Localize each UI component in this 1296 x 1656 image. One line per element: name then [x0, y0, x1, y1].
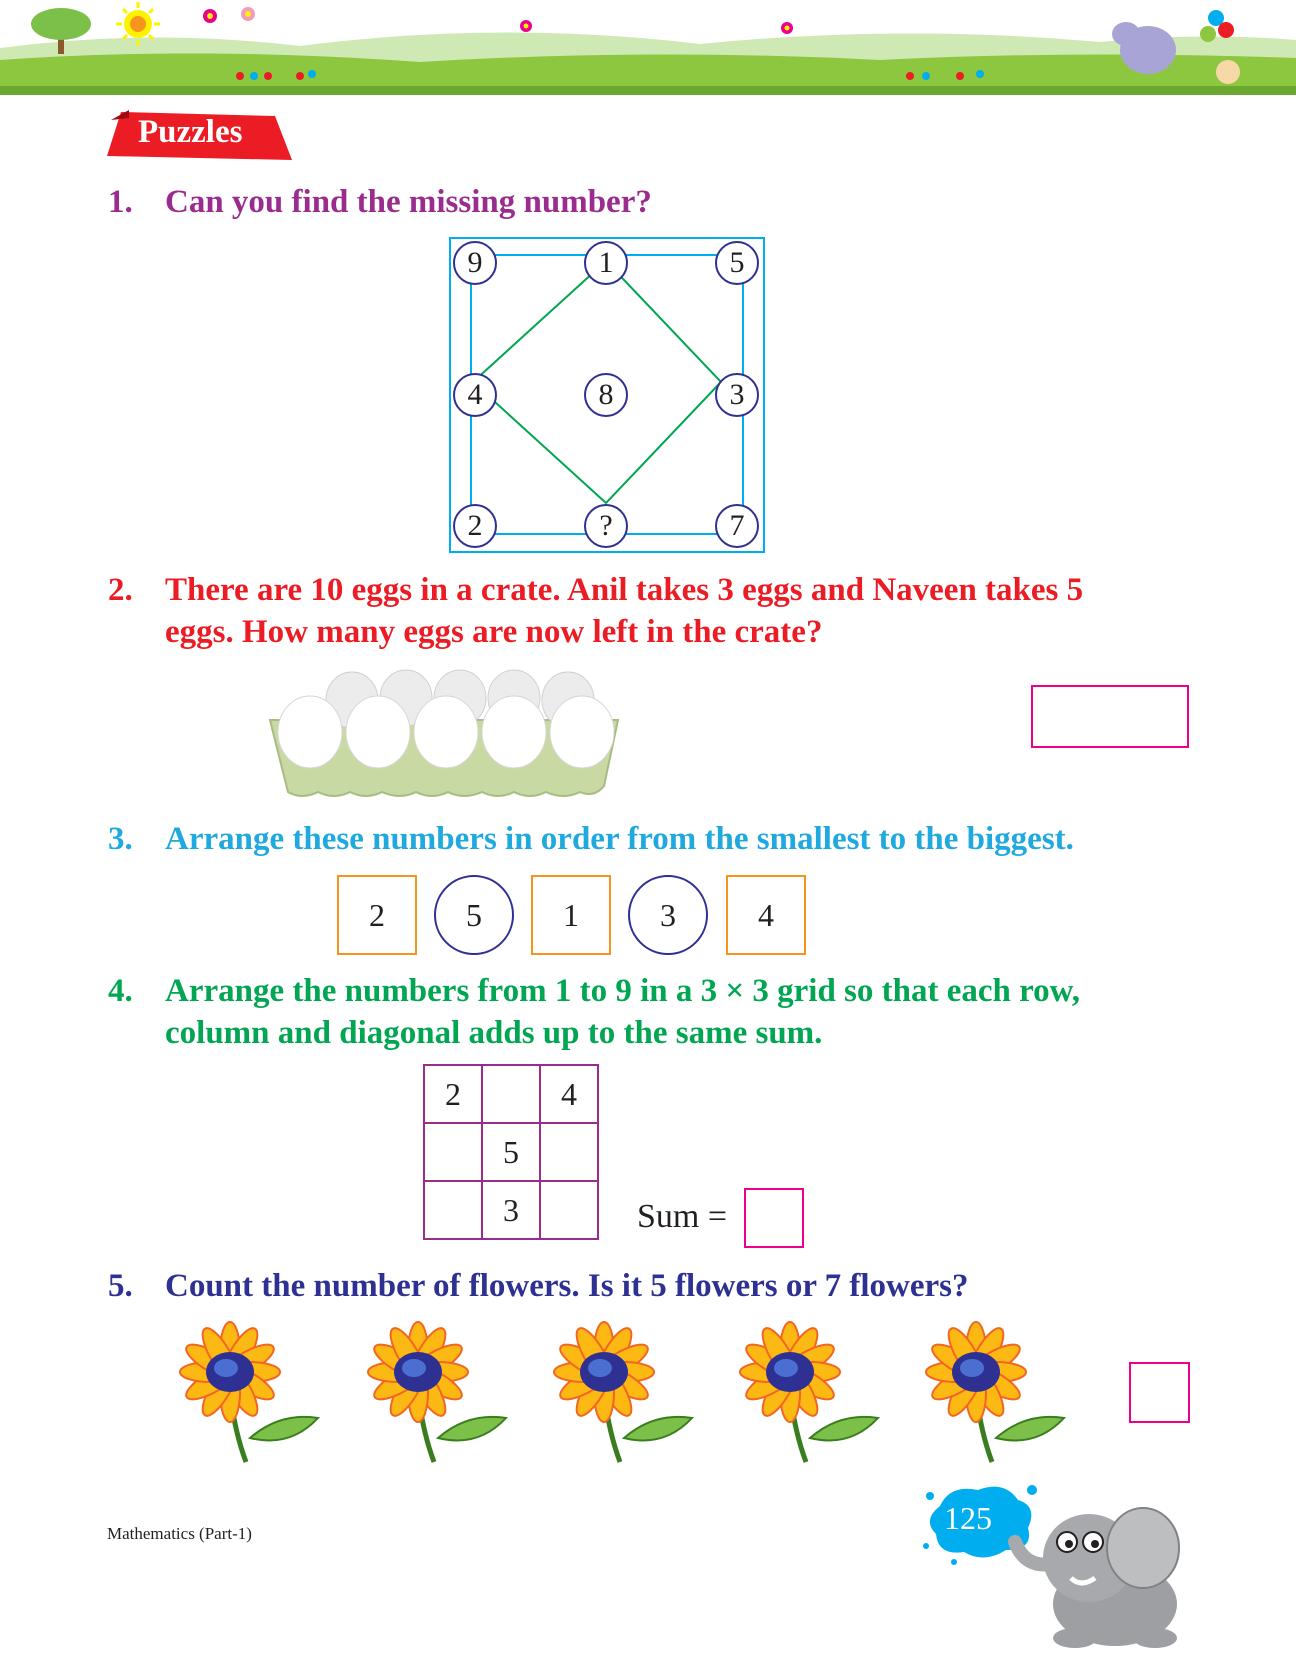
grid-cell: 2 [424, 1065, 482, 1123]
circle-missing-number[interactable]: ? [584, 504, 628, 548]
circle-top-left: 9 [453, 241, 497, 285]
question-number: 1. [108, 184, 133, 220]
flower-icon [740, 1322, 878, 1462]
flower-icon [554, 1322, 692, 1462]
circle-bottom-left: 2 [453, 504, 497, 548]
question-text-line2: eggs. How many eggs are now left in the crate? [165, 614, 823, 650]
question-text: Can you find the missing number? [165, 184, 652, 220]
question-4 [108, 970, 1198, 1054]
grid-cell-empty[interactable] [424, 1181, 482, 1239]
answer-box-flowers[interactable] [1129, 1362, 1190, 1423]
egg-crate-image [264, 668, 624, 800]
circle-top-right: 5 [715, 241, 759, 285]
flower-icon [368, 1322, 506, 1462]
question-3 [108, 818, 1074, 860]
circle-center: 8 [584, 373, 628, 417]
question-number: 2. [108, 572, 133, 608]
number-square-1: 2 [337, 875, 417, 955]
number-circle-2: 5 [434, 875, 514, 955]
question-text-line1: Arrange the numbers from 1 to 9 in a 3 × 3 grid so that each row, [165, 973, 1080, 1009]
sum-label: Sum = [637, 1198, 728, 1235]
grid-cell-empty[interactable] [540, 1181, 598, 1239]
number-square-3: 1 [531, 875, 611, 955]
question-number: 3. [108, 821, 133, 857]
question-text: Count the number of flowers. Is it 5 flowers or 7 flowers? [165, 1268, 969, 1304]
question-number: 4. [108, 973, 133, 1009]
flower-icon [926, 1322, 1064, 1462]
grid-cell: 5 [482, 1123, 540, 1181]
question-number: 5. [108, 1268, 133, 1304]
question-text: Arrange these numbers in order from the smallest to the biggest. [165, 821, 1074, 857]
number-circle-4: 3 [628, 875, 708, 955]
answer-box-eggs[interactable] [1031, 685, 1189, 748]
circle-middle-left: 4 [453, 373, 497, 417]
header-landscape-illustration [0, 0, 1296, 95]
grid-cell: 4 [540, 1065, 598, 1123]
question-text-line1: There are 10 eggs in a crate. Anil takes 3 eggs and Naveen takes 5 [165, 572, 1084, 608]
grid-cell-empty[interactable] [424, 1123, 482, 1181]
elephant-mascot-icon [1005, 1492, 1195, 1652]
grid-cell: 3 [482, 1181, 540, 1239]
answer-box-sum[interactable] [744, 1188, 804, 1248]
number-square-5: 4 [726, 875, 806, 955]
flower-icon [180, 1322, 318, 1462]
question-5 [108, 1265, 969, 1307]
section-title: Puzzles [138, 114, 243, 150]
question-1 [108, 181, 652, 223]
page-number: 125 [944, 1500, 992, 1536]
grid-cell-empty[interactable] [482, 1065, 540, 1123]
circle-top-middle: 1 [584, 241, 628, 285]
flowers-row [150, 1320, 1090, 1470]
circle-middle-right: 3 [715, 373, 759, 417]
magic-square-grid [423, 1064, 599, 1240]
question-text-line2: column and diagonal adds up to the same sum. [165, 1015, 823, 1051]
question-2 [108, 569, 1198, 653]
book-title-footer: Mathematics (Part-1) [107, 1524, 252, 1543]
circle-bottom-right: 7 [715, 504, 759, 548]
grid-cell-empty[interactable] [540, 1123, 598, 1181]
